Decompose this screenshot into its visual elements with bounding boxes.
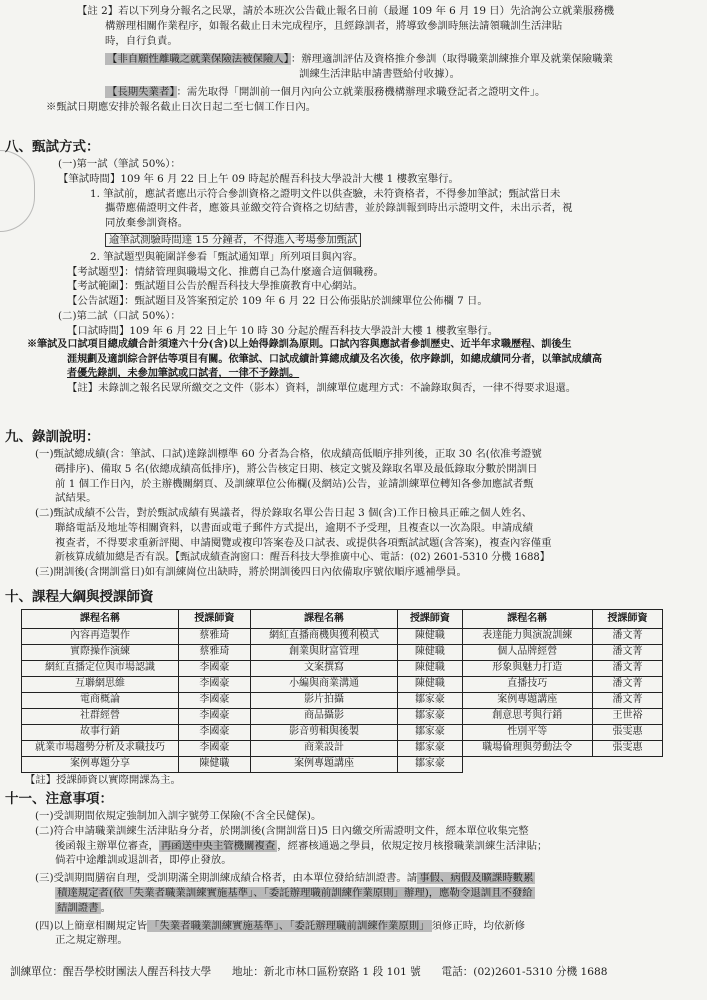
table-row [22,677,663,693]
table-cell: 互聯網思維 [22,677,179,693]
note-2-tag: 【註 2】 [77,5,119,17]
late-warning-box: 逾筆試測驗時間達 15 分鐘者，不得進入考場參加甄試 [105,233,361,247]
table-cell: 李國豪 [179,693,251,709]
table-cell: 李國豪 [179,741,251,757]
footer-phone: 電話：(02)2601-5310 分機 1688 [441,966,608,978]
highlight-central-review: 再函送中央主管機關複查 [160,839,276,852]
table-cell: 直播技巧 [462,677,593,693]
table-cell: 網紅直播商機與獲利模式 [250,629,398,645]
course-table [21,609,663,773]
section-10-title: 十、課程大綱與授課師資 [5,589,154,605]
section-11-title: 十一、注意事項： [5,791,113,807]
table-cell: 職場倫理與勞動法令 [462,741,593,757]
col-header: 課程名稱 [462,610,593,629]
table-cell: 潘文菁 [593,645,663,661]
long-term-tag: 【長期失業者】 [107,85,175,98]
table-cell: 王世裕 [593,709,663,725]
table-cell: 創意思考與行銷 [462,709,593,725]
table-cell: 陳健職 [398,661,462,677]
nonvoluntary-tag: 【非自願性離職之就業保險法被保險人】 [107,53,289,66]
table-cell: 案例專題講座 [250,757,398,773]
table-cell: 故事行銷 [22,725,179,741]
table-cell: 商品攝影 [250,709,398,725]
table-cell: 蔡雅琦 [179,645,251,661]
section-11: 十一、注意事項： (一)受訓期間依規定強制加入訓字號勞工保險(不含全民健保)。 (二)符合申請職業訓練生活津貼身分者，於開訓後(含開訓當日)5 日內繳交所需證明文件，經本單位收集完整 後函報主辦單位審查， 再函送中央主管機關複查 ，經審核通過之學員，依規定按月核撥職業訓練生活津貼； 倘若中途離訓或退訓者，即停止發放。 (三)受訓期間膳宿自理，受訓期滿全期訓練成績合格者，由本單位發給結訓證書。請 事假、病假及曠課時數累 積達規定者(依「失業者職業訓練實施基準」、「委託辦理職前訓練作業原則」辦理)，應勒令退訓且不發給 結訓證書 。 (四)以上簡章相關規定皆 「失業者職業訓練實施基準」、「委託辦理職前訓練作業原則」 須修正時，均依新修 正之規定辦理。 [5,790,695,948]
table-row [22,709,663,725]
highlight-regulations: 「失業者職業訓練實施基準」、「委託辦理職前訓練作業原則」 [149,919,430,932]
table-cell: 鄒家豪 [398,757,462,773]
col-header: 授課師資 [593,610,663,629]
table-cell: 蔡雅琦 [179,629,251,645]
table-cell: 個人品牌經營 [462,645,593,661]
table-cell: 鄒家豪 [398,741,462,757]
table-row [22,693,663,709]
table-cell: 鄒家豪 [398,693,462,709]
table-cell [593,757,663,773]
table-cell: 實際操作演練 [22,645,179,661]
table-cell: 陳健職 [398,629,462,645]
table-cell: 形象與魅力打造 [462,661,593,677]
table-cell: 陳健職 [398,677,462,693]
table-note: 【註】授課師資以實際開課為主。 [25,774,181,787]
table-cell: 潘文菁 [593,661,663,677]
section-8-title: 八、甄試方式： [5,139,100,155]
table-cell: 影片拍攝 [250,693,398,709]
table-cell: 影音剪輯與後製 [250,725,398,741]
section-9: 九、錄訓說明： (一)甄試總成績(含：筆試、口試)達錄訓標準 60 分者為合格，依成績高低順序排列後，正取 30 名(依准考證號 碼排序)、備取 5 名(依總成績高低排序)，將公告核定日期、核定文號及錄取名單及最低錄取分數於開訓日 前 1 個工作日內，於主辦機關網頁、及訓練單位公佈欄(及網站)公告，並請訓練單位轉知各參加應試者甄 試結果。 (二)甄試成績不公告，對於甄試成績有異議者，得於錄取名單公告日起 3 個(含)工作日檢具正確之個人姓名、 聯絡電話及地址等相關資料，以書面或電子郵件方式提出，逾期不予受理，且複查以一次為限。申請成績 複查者，不得要求重新評閱、申請閱覽或複印答案卷及口試表、或提供各項甄試試題(含答案)，複查內容僅重 新核算成績加總是否有誤。【甄試成績查詢窗口：醒吾科技大學推廣中心、電話：(02) 2601-5310 分機 1688】 (三)開訓後(含開訓當日)如有訓練崗位出缺時，將於開訓後四日內依備取序號依順序遞補學員。 [5,428,695,579]
highlight-leave-rule: 事假、病假及曠課時數累 [419,872,534,885]
table-row [22,757,663,773]
table-row [22,661,663,677]
table-cell: 潘文菁 [593,629,663,645]
table-cell: 案例專題講座 [462,693,593,709]
col-header: 課程名稱 [250,610,398,629]
table-cell: 商業設計 [250,741,398,757]
col-header: 授課師資 [398,610,462,629]
col-header: 授課師資 [179,610,251,629]
section-9-title: 九、錄訓說明： [5,429,100,445]
table-row [22,725,663,741]
footer-address: 地址：新北市林口區粉寮路 1 段 101 號 [232,966,421,978]
table-row [22,645,663,661]
table-cell: 小編與商業溝通 [250,677,398,693]
table-cell: 性別平等 [462,725,593,741]
table-cell: 創業與財富管理 [250,645,398,661]
table-cell: 張雯惠 [593,725,663,741]
col-header: 課程名稱 [22,610,179,629]
section-8: 八、甄試方式： (一)第一試（筆試 50%）： 【筆試時間】109 年 6 月 22 日上午 09 時起於醒吾科技大學設計大樓 1 樓教室舉行。 1. 筆試前，應試者應出示符合參訓資格之證明文件以供查驗，未符資格者，不得參加筆試；甄試當日未 攜帶應備證明文件者，應簽具並繳交符合資格之切結書，並於錄訓報到時出示證明文件，未出示者，視 同放棄參訓資格。 逾筆試測驗時間達 15 分鐘者，不得進入考場參加甄試 2. 筆試題型與範圍詳參看「甄試通知單」所列項目與內容。 【考試題型】：情緒管理與職場文化、推薦自己為什麼適合這個職務。 【考試範圍】：甄試題目公告於醒吾科技大學推廣教育中心網站。 【公告試題】：甄試題目及答案預定於 109 年 6 月 22 日公佈張貼於訓練單位公佈欄 7 日。 (二)第二試（口試 50%）： 【口試時間】109 年 6 月 22 日上午 10 時 30 分起於醒吾科技大學設計大樓 1 樓教室舉行。 ※筆試及口試項目總成績合計須達六十分(含)以上始得錄訓為原則。口試內容與應試者參訓歷史、近半年求職歷程、訓後生 涯規劃及適訓綜合評估等項目有關。依筆試、口試成績計算總成績及名次後，依序錄訓，如總成績同分者，以筆試成績高 者優先錄訓，未參加筆試或口試者，一律不予錄訓。 【註】未錄訓之報名民眾所繳交之文件（影本）資料，訓練單位處理方式：不論錄取與否，一律不得要求退還。 [5,138,695,396]
table-cell: 潘文菁 [593,677,663,693]
table-cell: 社群經營 [22,709,179,725]
table-cell: 李國豪 [179,709,251,725]
table-cell: 網紅直播定位與市場認識 [22,661,179,677]
table-row [22,629,663,645]
table-cell: 電商概論 [22,693,179,709]
table-cell: 鄒家豪 [398,725,462,741]
section-10 [5,588,695,788]
table-cell: 李國豪 [179,725,251,741]
table-cell: 李國豪 [179,677,251,693]
table-cell: 表達能力與演說訓練 [462,629,593,645]
table-cell: 陳健職 [398,645,462,661]
table-cell: 張雯惠 [593,741,663,757]
table-cell: 內容再造製作 [22,629,179,645]
course-table-header [22,610,663,629]
table-row [22,741,663,757]
table-cell: 鄒家豪 [398,709,462,725]
table-cell: 就業市場趨勢分析及求職技巧 [22,741,179,757]
table-cell: 李國豪 [179,661,251,677]
table-cell: 文案撰寫 [250,661,398,677]
footer [10,965,700,980]
note-2: 【註 2】若以下列身分報名之民眾，請於本班次公告截止報名日前（最遲 109 年 6 月 19 日）先洽詢公立就業服務機 構辦理相關作業程序，如報名截止日未完成程序，且經錄訓者，將導致參訓時無法請領職訓生活津貼 時，自行負責。 【非自願性離職之就業保險法被保險人】 ：辦理適訓評估及資格推介參訓（取得職業訓練推介單及就業保險職業 訓練生活津貼申請書暨給付收據）。 【長期失業者】 ：需先取得「開訓前一個月內向公立就業服務機構辦理求職登記者之證明文件」。 ※甄試日期應安排於報名截止日次日起二至七個工作日內。 [46,5,614,113]
table-cell [462,757,593,773]
table-cell: 陳健職 [179,757,251,773]
footer-unit: 訓練單位：醒吾學校財團法人醒吾科技大學 [10,966,212,978]
table-cell: 案例專題分享 [22,757,179,773]
table-cell: 潘文菁 [593,693,663,709]
